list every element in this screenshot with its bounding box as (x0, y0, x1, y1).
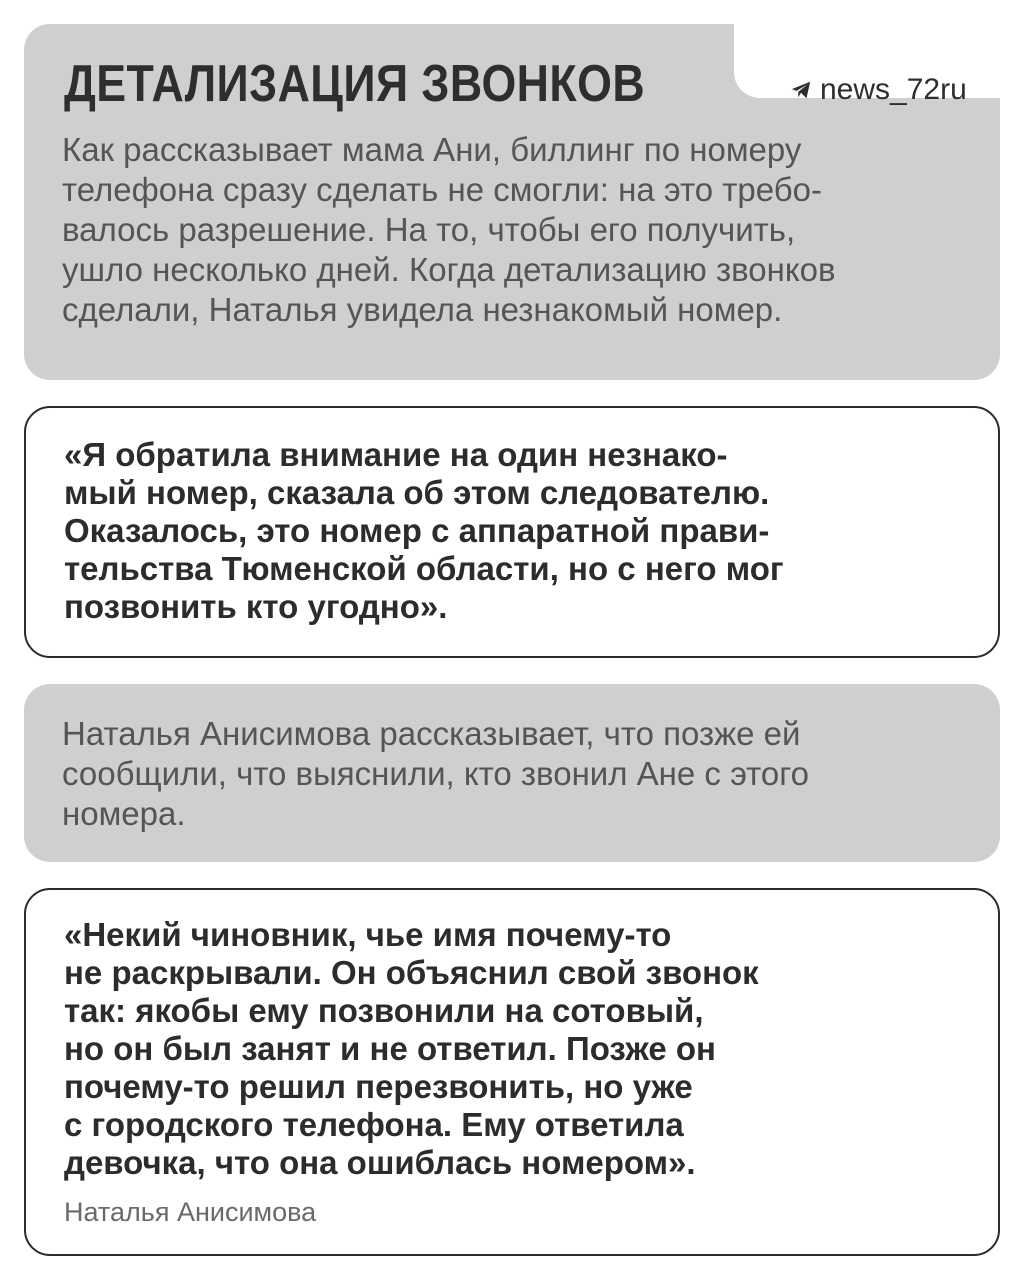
middle-paragraph (62, 714, 809, 834)
text-line: девочка, что она ошиблась номером». (64, 1144, 696, 1181)
text-line: так: якобы ему позвонили на сотовый, (64, 992, 704, 1029)
text-line: номера. (62, 795, 186, 832)
quote-text-1 (64, 436, 784, 626)
text-line: но он был занят и не ответил. Позже он (64, 1030, 716, 1067)
text-line: почему-то решил перезвонить, но уже (64, 1068, 693, 1105)
quote-attribution: Наталья Анисимова (64, 1197, 317, 1227)
quote-card-2 (24, 888, 1000, 1256)
text-line: валось разрешение. На то, чтобы его получить, (62, 211, 796, 248)
telegram-arrow-icon (790, 79, 812, 101)
text-line: мый номер, сказала об этом следователю. (64, 474, 770, 511)
text-line: «Я обратила внимание на один незнако- (64, 436, 728, 473)
text-line: с городского телефона. Ему ответила (64, 1106, 684, 1143)
quote-text-2 (64, 916, 759, 1182)
intro-paragraph (62, 130, 836, 330)
text-line: позвонить кто угодно». (64, 588, 448, 625)
page-title: ДЕТАЛИЗАЦИЯ ЗВОНКОВ (64, 55, 646, 113)
quote-card-1 (24, 406, 1000, 658)
intro-card (24, 24, 1000, 380)
text-line: сделали, Наталья увидела незнакомый номер. (62, 291, 783, 328)
text-line: «Некий чиновник, чье имя почему-то (64, 916, 672, 953)
text-line: Как рассказывает мама Ани, биллинг по номеру (62, 131, 802, 168)
text-line: телефона сразу сделать не смогли: на это требо- (62, 171, 822, 208)
channel-handle[interactable] (790, 70, 967, 110)
text-line: не раскрывали. Он объяснил свой звонок (64, 954, 759, 991)
middle-card (24, 684, 1000, 862)
text-line: Оказалось, это номер с аппаратной прави- (64, 512, 770, 549)
channel-handle-label: news_72ru (820, 73, 967, 106)
text-line: Наталья Анисимова рассказывает, что позже ей (62, 715, 801, 752)
text-line: ушло несколько дней. Когда детализацию звонков (62, 251, 836, 288)
text-line: сообщили, что выяснили, кто звонил Ане с этого (62, 755, 809, 792)
text-line: тельства Тюменской области, но с него мог (64, 550, 784, 587)
